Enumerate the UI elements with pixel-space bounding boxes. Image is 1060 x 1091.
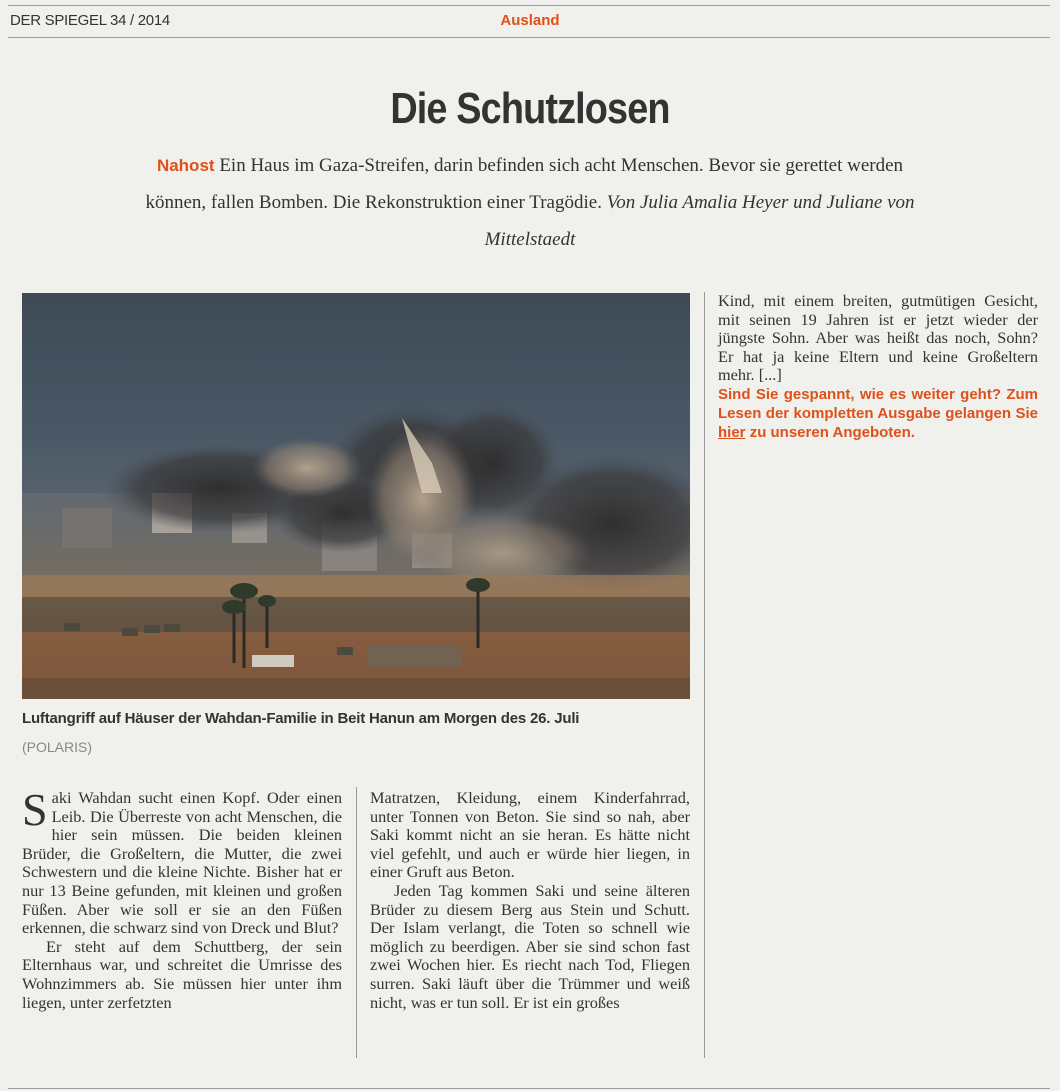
article-title: Die Schutzlosen (390, 84, 670, 133)
column-divider (704, 292, 705, 1058)
section-label: Ausland (500, 12, 560, 29)
paragraph-2-start: Er steht auf dem Schuttberg, der sein Elternhaus war, und schreitet die Umrisse des Wohnzimmers ab. Sie müssen hier unter ihm liegen, unter zerfetzten (22, 936, 342, 1012)
promo-text-end: zu unseren Angeboten. (749, 423, 915, 441)
body-column-3 (718, 292, 1038, 442)
promo-text: Sind Sie gespannt, wie es weiter geht? Zum Lesen der kompletten Ausgabe gelangen Sie (718, 385, 1038, 422)
byline: Von Julia Amalia Heyer und Juliane von Mittelstaedt (484, 192, 915, 250)
bottom-rule (8, 1088, 1050, 1089)
article-photo (22, 293, 690, 699)
promo-link[interactable]: hier (718, 423, 746, 441)
column-divider (356, 787, 357, 1058)
top-rule (8, 5, 1050, 6)
photo-credit: (POLARIS) (22, 739, 93, 755)
explosion-photo-illustration (22, 293, 690, 699)
subscription-promo (718, 385, 1038, 442)
drop-cap: S (22, 784, 48, 835)
photo-caption: Luftangriff auf Häuser der Wahdan-Familie in Beit Hanun am Morgen des 26. Juli (22, 710, 580, 727)
paragraph-2-end: Matratzen, Kleidung, einem Kinderfahrrad, unter Tonnen von Beton. Sie sind so nah, aber Saki kommt nicht an sie heran. Es hätte nicht viel gefehlt, und auch er würde hier liegen, in einer Gruft aus Beton. (370, 788, 690, 882)
body-column-2 (370, 789, 690, 1012)
paragraph-1: aki Wahdan sucht einen Kopf. Oder einen Leib. Die Überreste von acht Menschen, die hier sein müssen. Die beiden kleinen Brüder, die Großeltern, die Mutter, die zwei Schwestern und die kleine Nichte. Bisher hat er nur 13 Beine gefunden, mit kleinen und großen Füßen. Aber wie soll er sie an den Füßen erkennen, die schwarz sind von Dreck und Blut? (22, 788, 342, 938)
article-teaser (130, 147, 930, 258)
header-rule (8, 37, 1050, 38)
paragraph-3-end: Kind, mit einem breiten, gutmütigen Gesicht, mit seinen 19 Jahren ist er jetzt wieder der jüngste Sohn. Aber was heißt das noch, Sohn? Er hat ja keine Eltern und keine Großeltern mehr. [...] (718, 291, 1038, 385)
paragraph-3-start: Jeden Tag kommen Saki und seine älteren Brüder zu diesem Berg aus Stein und Schutt. Der Islam verlangt, die Toten so schnell wie möglich zu beerdigen. Aber sie sind schon fast zwei Wochen hier. Es riecht nach Tod, Fliegen surren. Saki läuft über die Trümmer und weiß nicht, was er tun soll. Er ist ein großes (370, 880, 690, 1012)
teaser-text: Ein Haus im Gaza-Streifen, darin befinden sich acht Menschen. Bevor sie gerettet werden können, fallen Bomben. Die Rekonstruktion einer Tragödie. (145, 155, 904, 213)
body-column-1 (22, 784, 342, 1012)
masthead: DER SPIEGEL 34 / 2014 (10, 12, 170, 29)
kicker: Nahost (156, 156, 215, 175)
